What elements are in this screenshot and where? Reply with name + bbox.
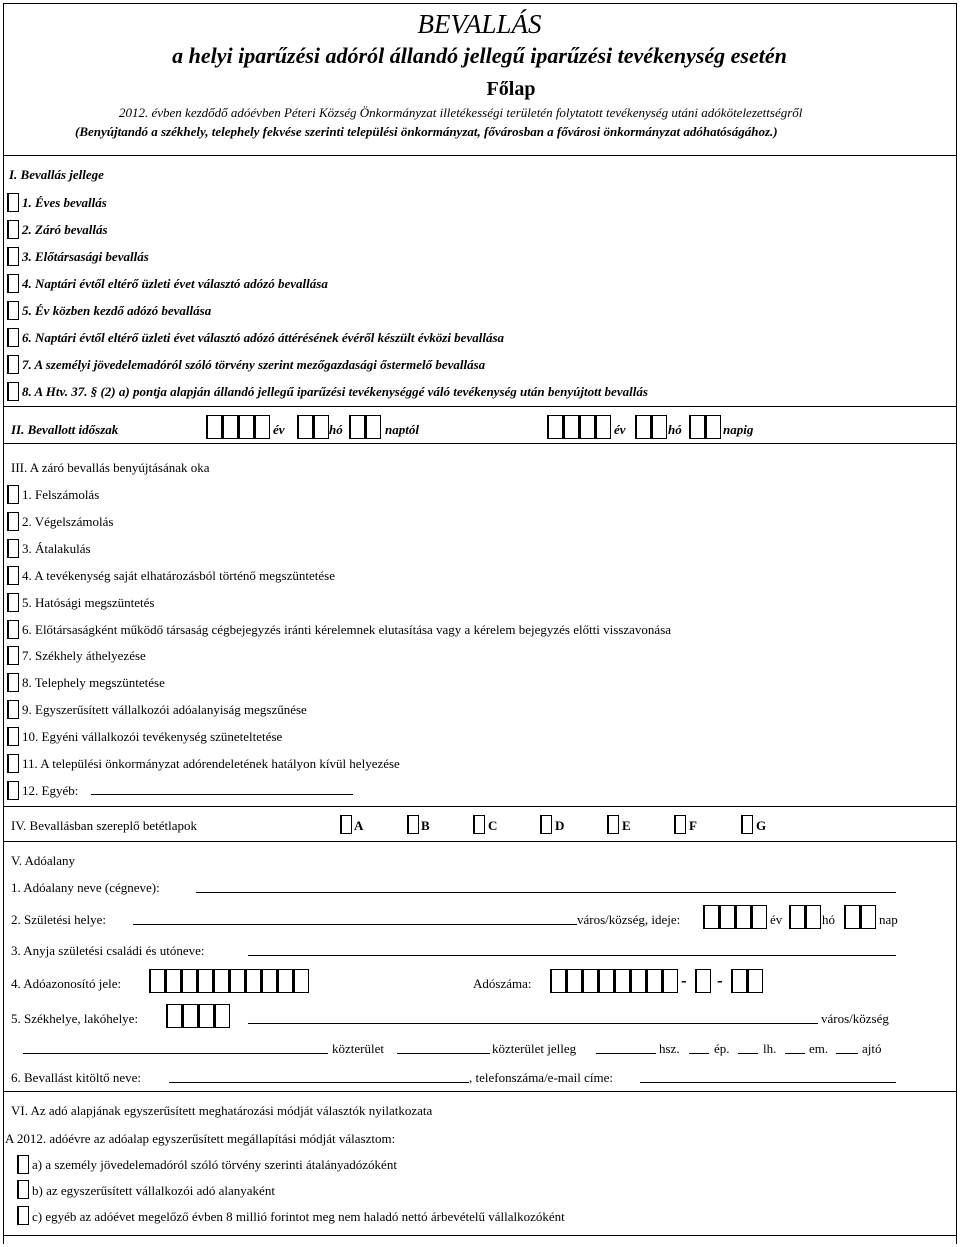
bevallas-type-4: 4. Naptári évtől eltérő üzleti évet választó adózó bevallása — [22, 276, 328, 291]
frame-left — [3, 3, 4, 1244]
filler-name-label: 6. Bevallást kitöltő neve: — [11, 1070, 141, 1085]
close-reason-6: 6. Előtársaságként működő társaság cégbejegyzés iránti kérelemnek elutasítása vagy a kérelem bejegyzés előtti visszavonása — [22, 622, 672, 637]
section1-heading: I. Bevallás jellege — [9, 167, 104, 182]
close-reason-9: 9. Egyszerűsített vállalkozói adóalanyiság megszűnése — [22, 702, 307, 717]
checkbox-8-millio[interactable] — [17, 1206, 29, 1225]
birth-year[interactable] — [703, 905, 767, 929]
tax-number-part2[interactable] — [695, 969, 711, 993]
close-reason-7: 7. Székhely áthelyezése — [22, 648, 146, 663]
bevallas-type-7: 7. A személyi jövedelemadóról szóló törvény szerint mezőgazdasági őstermelő bevallása — [22, 357, 486, 372]
bevallas-type-1: 1. Éves bevallás — [22, 195, 107, 210]
sheet-g-label: G — [756, 818, 767, 833]
period-to-month[interactable] — [635, 415, 667, 439]
label-ho-2: hó — [668, 422, 682, 437]
checkbox-ok-5[interactable] — [7, 593, 19, 612]
birth-place-input[interactable] — [133, 924, 577, 925]
sheet-f-label: F — [689, 818, 697, 833]
tax-id-cells[interactable] — [149, 969, 309, 993]
mother-name-input[interactable] — [248, 955, 896, 956]
frame-right — [956, 3, 957, 1244]
checkbox-ok-12[interactable] — [7, 781, 19, 800]
section5-heading: V. Adóalany — [11, 853, 76, 868]
checkbox-ev-kozben[interactable] — [7, 301, 19, 320]
form-title: BEVALLÁS — [417, 9, 542, 39]
checkbox-sheet-c[interactable] — [473, 815, 485, 834]
checkbox-ok-2[interactable] — [7, 512, 19, 531]
label-ev-1: év — [273, 422, 285, 437]
bevallas-type-2: 2. Záró bevallás — [22, 222, 108, 237]
phone-email-label: , telefonszáma/e-mail címe: — [469, 1070, 614, 1085]
checkbox-htv[interactable] — [7, 382, 19, 401]
tax-number-label: Adószáma: — [473, 976, 532, 991]
checkbox-sheet-a[interactable] — [340, 815, 352, 834]
close-reason-2: 2. Végelszámolás — [22, 514, 114, 529]
sheet-b-label: B — [421, 818, 430, 833]
seat-label: 5. Székhelye, lakóhelye: — [11, 1011, 139, 1026]
taxpayer-name-input[interactable] — [196, 892, 896, 893]
house-number-input[interactable] — [596, 1053, 656, 1054]
label-nap: nap — [879, 912, 898, 927]
section6-intro: A 2012. adóévre az adóalap egyszerűsített megállapítási módját választom: — [5, 1131, 396, 1146]
label-ho: hó — [822, 912, 835, 927]
street-input[interactable] — [23, 1053, 328, 1054]
bevallas-type-8: 8. A Htv. 37. § (2) a) pontja alapján állandó jellegű iparűzési tevékenységgé váló tevékenység után benyújtott bevallás — [22, 384, 648, 399]
close-reason-8: 8. Telephely megszüntetése — [22, 675, 165, 690]
street-label: közterület — [332, 1041, 384, 1056]
form-subtitle: a helyi iparűzési adóról állandó jellegű iparűzési tevékenység esetén — [172, 43, 787, 68]
postal-code-cells[interactable] — [166, 1004, 230, 1028]
seat-city-input[interactable] — [248, 1023, 818, 1024]
divider — [3, 443, 956, 444]
hsz-label: hsz. — [659, 1041, 680, 1056]
checkbox-ok-9[interactable] — [7, 700, 19, 719]
building-input[interactable] — [689, 1053, 709, 1054]
close-reason-5: 5. Hatósági megszüntetés — [22, 595, 155, 610]
tax-id-label: 4. Adóazonosító jele: — [11, 976, 122, 991]
checkbox-zaro[interactable] — [7, 220, 19, 239]
tax-number-part1[interactable] — [550, 969, 678, 993]
checkbox-naptari[interactable] — [7, 274, 19, 293]
period-to-year[interactable] — [547, 415, 611, 439]
period-from-year[interactable] — [206, 415, 270, 439]
bevallas-type-3: 3. Előtársasági bevallás — [22, 249, 149, 264]
intro-line-1: 2012. évben kezdődő adóévben Péteri Község Önkormányzat illetékességi területén folytatott tevékenység utáni adókötelezettségről — [119, 105, 803, 120]
taxpayer-name-label: 1. Adóalany neve (cégneve): — [11, 880, 160, 895]
checkbox-sheet-f[interactable] — [674, 815, 686, 834]
filler-name-input[interactable] — [169, 1082, 469, 1083]
section6-heading: VI. Az adó alapjának egyszerűsített meghatározási módját választók nyilatkozata — [11, 1103, 433, 1118]
em-label: em. — [809, 1041, 829, 1056]
tax-number-dash-1: - — [681, 971, 687, 990]
checkbox-eva[interactable] — [17, 1180, 29, 1199]
checkbox-ok-8[interactable] — [7, 673, 19, 692]
divider — [3, 406, 956, 407]
period-from-day[interactable] — [349, 415, 381, 439]
phone-email-input[interactable] — [640, 1082, 896, 1083]
checkbox-sheet-e[interactable] — [607, 815, 619, 834]
birth-place-label: 2. Születési helye: — [11, 912, 106, 927]
checkbox-atalanyado[interactable] — [17, 1155, 29, 1174]
mother-name-label: 3. Anyja születési családi és utóneve: — [11, 943, 205, 958]
checkbox-ok-3[interactable] — [7, 539, 19, 558]
ajto-label: ajtó — [862, 1041, 882, 1056]
street-type-label: közterület jelleg — [492, 1041, 577, 1056]
ep-label: ép. — [714, 1041, 730, 1056]
bevallas-type-5: 5. Év közben kezdő adózó bevallása — [22, 303, 212, 318]
stairwell-input[interactable] — [738, 1053, 758, 1054]
sheet-a-label: A — [354, 818, 364, 833]
tax-number-part3[interactable] — [731, 969, 763, 993]
checkbox-atteres[interactable] — [7, 328, 19, 347]
section4-heading: IV. Bevallásban szereplő betétlapok — [11, 818, 198, 833]
section2-heading: II. Bevallott időszak — [11, 422, 119, 437]
divider — [3, 155, 956, 156]
street-type-input[interactable] — [397, 1053, 490, 1054]
section3-heading: III. A záró bevallás benyújtásának oka — [11, 460, 210, 475]
close-reason-4: 4. A tevékenység saját elhatározásból történő megszüntetése — [22, 568, 335, 583]
close-reason-1: 1. Felszámolás — [22, 487, 100, 502]
divider — [3, 841, 956, 842]
sheet-c-label: C — [488, 818, 498, 833]
divider — [3, 806, 956, 807]
divider — [3, 1091, 956, 1092]
frame-top — [3, 3, 956, 4]
checkbox-ok-6[interactable] — [7, 620, 19, 639]
frame-bottom — [3, 1235, 956, 1236]
label-naptol: naptól — [385, 422, 419, 437]
birth-day[interactable] — [844, 905, 876, 929]
close-reason-3: 3. Átalakulás — [22, 541, 91, 556]
checkbox-ok-7[interactable] — [7, 646, 19, 665]
simplified-option-c: c) egyéb az adóévet megelőző évben 8 millió forintot meg nem haladó nettó árbevételű vállalkozóként — [32, 1209, 565, 1224]
simplified-option-a: a) a személy jövedelemadóról szóló törvény szerinti átalányadózóként — [32, 1157, 397, 1172]
close-reason-10: 10. Egyéni vállalkozói tevékenység szüneteltetése — [22, 729, 283, 744]
checkbox-elotarsasagi[interactable] — [7, 247, 19, 266]
checkbox-ostermelo[interactable] — [7, 355, 19, 374]
door-input[interactable] — [836, 1053, 858, 1054]
tax-number-dash-2: - — [717, 971, 723, 990]
checkbox-sheet-b[interactable] — [407, 815, 419, 834]
sheet-e-label: E — [622, 818, 631, 833]
checkbox-ok-10[interactable] — [7, 727, 19, 746]
label-ev-2: év — [614, 422, 626, 437]
period-to-day[interactable] — [689, 415, 721, 439]
label-ev: év — [770, 912, 783, 927]
bevallas-type-6: 6. Naptári évtől eltérő üzleti évet választó adózó áttérésének évéről készült évközi bevallása — [22, 330, 505, 345]
close-reason-11: 11. A települési önkormányzat adórendeletének hatályon kívül helyezése — [22, 756, 400, 771]
city-date-label: város/község, ideje: — [577, 912, 681, 927]
period-from-month[interactable] — [297, 415, 329, 439]
close-reason-12: 12. Egyéb: — [22, 783, 79, 798]
birth-month[interactable] — [789, 905, 821, 929]
section-fo-lap: Főlap — [486, 78, 536, 100]
checkbox-ok-1[interactable] — [7, 485, 19, 504]
lh-label: lh. — [763, 1041, 777, 1056]
checkbox-ok-4[interactable] — [7, 566, 19, 585]
sheet-d-label: D — [555, 818, 565, 833]
checkbox-sheet-g[interactable] — [741, 815, 753, 834]
floor-input[interactable] — [785, 1053, 805, 1054]
checkbox-sheet-d[interactable] — [540, 815, 552, 834]
checkbox-ok-11[interactable] — [7, 754, 19, 773]
intro-line-2: (Benyújtandó a székhely, telephely fekvése szerinti települési önkormányzat, fővárosban a fővárosi önkormányzat adóhatóságához.) — [75, 124, 778, 139]
label-ho-1: hó — [329, 422, 343, 437]
seat-city-label: város/község — [821, 1011, 889, 1026]
other-reason-input[interactable] — [91, 794, 353, 795]
label-napig: napig — [723, 422, 754, 437]
simplified-option-b: b) az egyszerűsített vállalkozói adó alanyaként — [32, 1183, 275, 1198]
checkbox-eves[interactable] — [7, 193, 19, 212]
form-page — [3, 3, 956, 1244]
